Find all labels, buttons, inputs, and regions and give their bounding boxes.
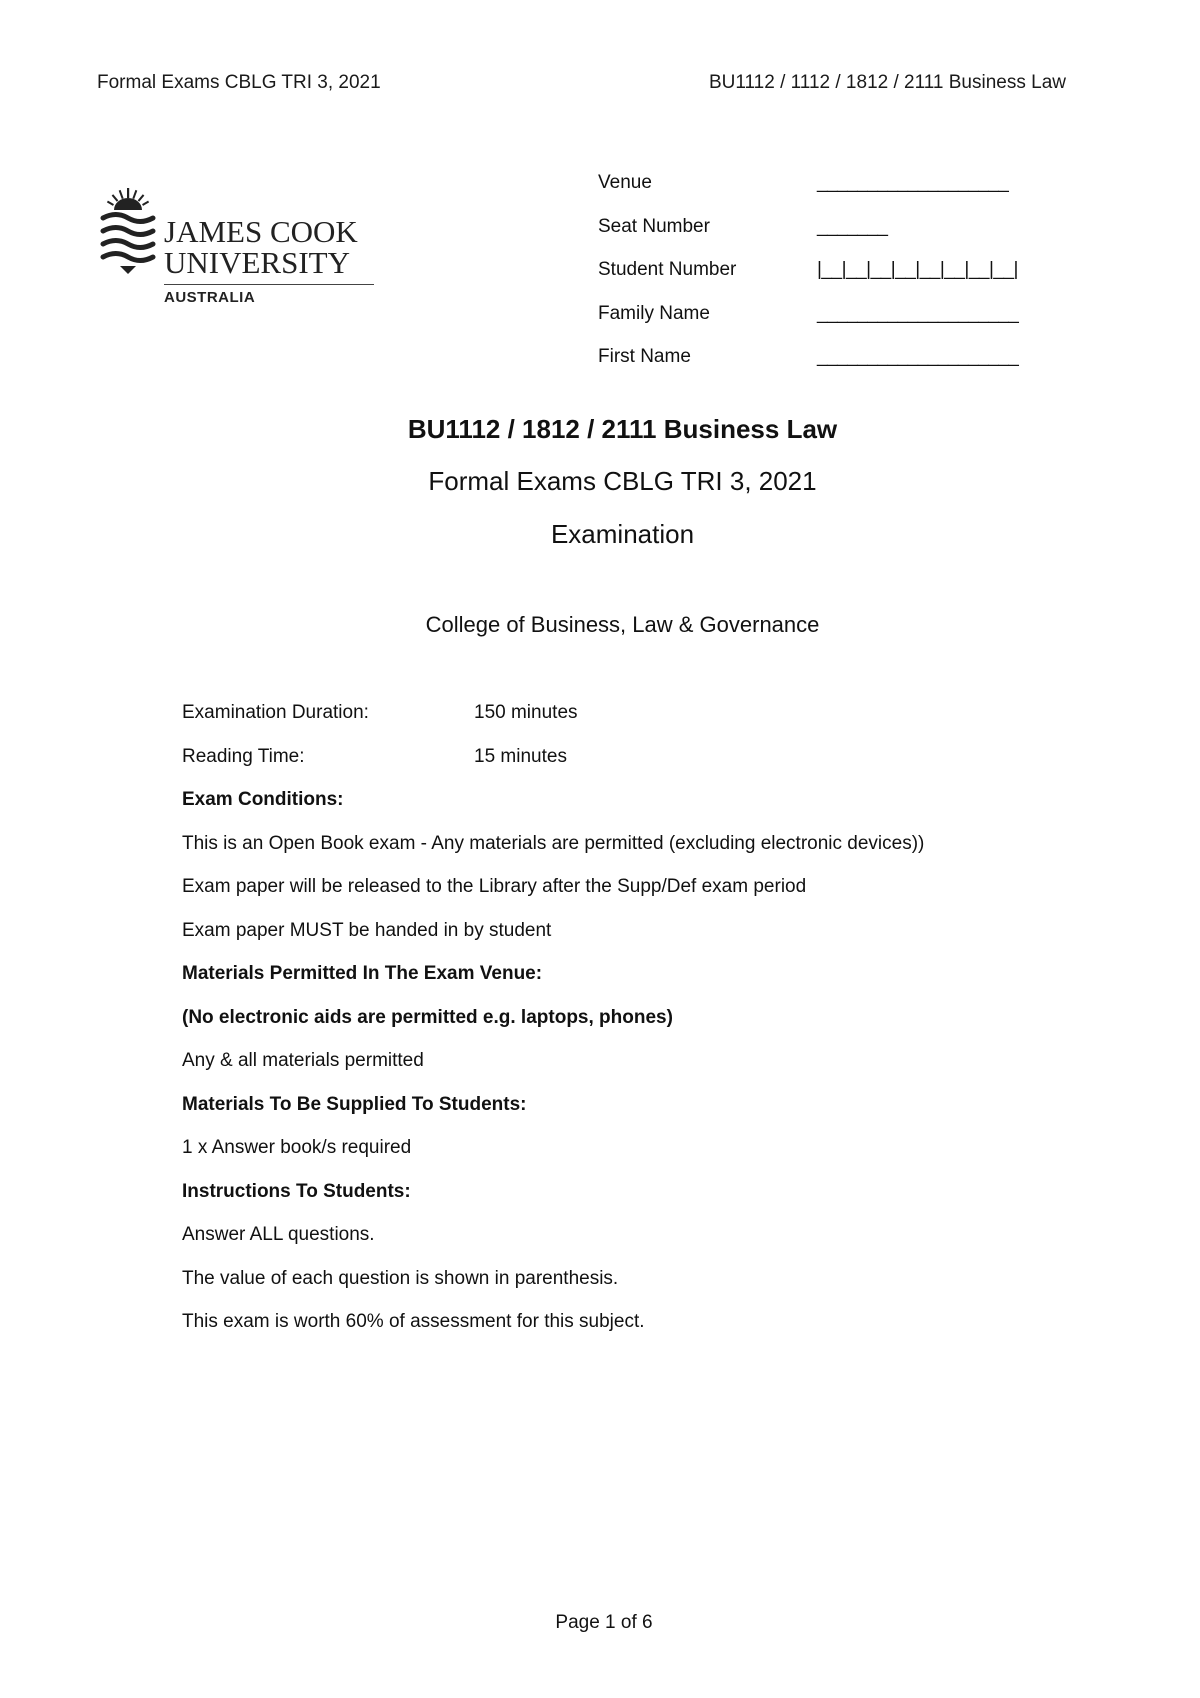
first-name-label: First Name [598, 346, 691, 367]
reading-time-value: 15 minutes [474, 745, 567, 767]
family-name-label: Family Name [598, 302, 710, 324]
student-details-form [598, 172, 1078, 390]
instruction-item: The value of each question is shown in parenthesis. [182, 1267, 619, 1289]
logo-line-2: UNIVERSITY [164, 245, 350, 280]
header-right: BU1112 / 1112 / 1812 / 2111 Business Law [708, 72, 1066, 93]
logo-line-3: AUSTRALIA [164, 289, 256, 306]
exam-details [182, 702, 1082, 1355]
venue-field[interactable]: ___________________ [817, 172, 1009, 193]
instruction-item: This exam is worth 60% of assessment for this subject. [182, 1311, 645, 1332]
reading-time-row [182, 746, 1082, 790]
student-number-label: Student Number [598, 259, 737, 280]
page-number: Page 1 of 6 [555, 1612, 653, 1633]
seat-number-field[interactable]: _______ [817, 215, 888, 237]
header-left: Formal Exams CBLG TRI 3, 2021 [97, 72, 381, 93]
materials-venue-note: (No electronic aids are permitted e.g. laptops, phones) [182, 1006, 673, 1028]
venue-label: Venue [598, 172, 652, 193]
course-title: BU1112 / 1812 / 2111 Business Law [407, 414, 838, 444]
materials-supplied-text: 1 x Answer book/s required [182, 1137, 412, 1158]
university-logo [100, 186, 380, 306]
exam-type: Examination [550, 519, 695, 549]
materials-supplied-heading: Materials To Be Supplied To Students: [182, 1093, 527, 1115]
wave-sun-logo-icon [100, 186, 156, 282]
instructions-heading: Instructions To Students: [182, 1180, 411, 1202]
duration-row [182, 702, 1082, 746]
family-name-row [598, 303, 1078, 347]
logo-wordmark [164, 216, 374, 306]
logo-line-1: JAMES COOK [164, 214, 358, 249]
college-name: College of Business, Law & Governance [425, 612, 820, 637]
student-number-field[interactable]: |__|__|__|__|__|__|__|__| [817, 259, 1018, 280]
first-name-row [598, 346, 1078, 390]
family-name-field[interactable]: ____________________ [817, 302, 1019, 324]
venue-row [598, 172, 1078, 216]
student-number-row [598, 259, 1078, 303]
seat-number-row [598, 216, 1078, 260]
materials-venue-heading: Materials Permitted In The Exam Venue: [182, 963, 543, 984]
reading-time-label: Reading Time: [182, 745, 305, 767]
conditions-heading: Exam Conditions: [182, 789, 344, 810]
condition-item: Exam paper will be released to the Library after the Supp/Def exam period [182, 876, 807, 897]
condition-item: Exam paper MUST be handed in by student [182, 919, 552, 941]
logo-divider [164, 284, 374, 285]
exam-session: Formal Exams CBLG TRI 3, 2021 [428, 466, 817, 496]
materials-venue-text: Any & all materials permitted [182, 1050, 424, 1071]
condition-item: This is an Open Book exam - Any materials are permitted (excluding electronic devices)) [182, 832, 925, 854]
duration-value: 150 minutes [474, 702, 578, 723]
duration-label: Examination Duration: [182, 702, 369, 723]
seat-number-label: Seat Number [598, 215, 710, 237]
first-name-field[interactable]: ____________________ [817, 346, 1019, 367]
instruction-item: Answer ALL questions. [182, 1224, 375, 1245]
